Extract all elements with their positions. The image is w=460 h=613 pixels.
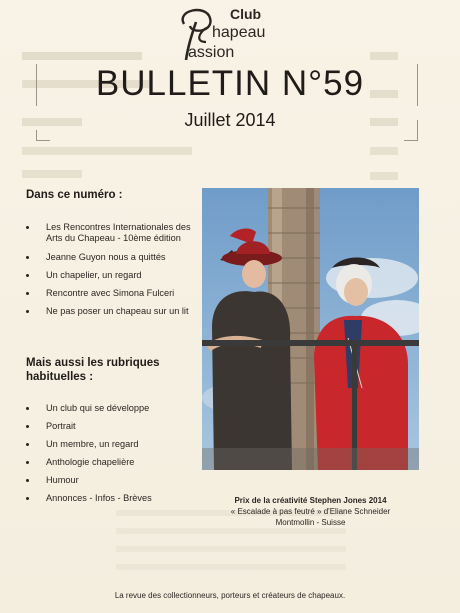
bullet-icon [26,292,29,295]
logo-passion-text: assion [188,44,235,61]
bullet-icon [26,479,29,482]
logo-chapeau-text: hapeau [212,24,266,41]
list-item: Un chapelier, un regard [26,270,196,282]
bleed-through-line [22,52,142,60]
bulletin-title: BULLETIN N°59 [95,64,365,103]
list-item: Anthologie chapelière [26,457,196,469]
list-item: Rencontre avec Simona Fulceri [26,288,196,300]
list-item: Humour [26,475,196,487]
bleed-through-line [116,564,346,570]
bullet-icon [26,407,29,410]
bullet-icon [26,256,29,259]
bullet-icon [26,226,29,229]
bleed-through-line [22,170,82,178]
list-item: Jeanne Guyon nous a quittés [26,252,196,264]
section-heading-contents: Dans ce numéro : [26,189,123,201]
cover-photo-illustration [202,188,419,470]
bullet-icon [26,274,29,277]
list-item: Un membre, un regard [26,439,196,451]
bleed-through-line [370,172,398,180]
bleed-through-line [116,528,346,534]
photo-caption-location: Montmollin - Suisse [275,518,346,527]
photo-caption-title: Prix de la créativité Stephen Jones 2014 [234,496,387,505]
bullet-icon [26,497,29,500]
bleed-through-line [22,147,192,155]
crop-mark [404,140,418,141]
bullet-icon [26,310,29,313]
crop-mark [36,140,50,141]
bleed-through-line [370,147,398,155]
list-item: Ne pas poser un chapeau sur un lit [26,306,196,318]
issue-date: Juillet 2014 [184,110,276,130]
list-item: Un club qui se développe [26,403,196,415]
bullet-icon [26,425,29,428]
section-heading-regular-columns: Mais aussi les rubriques habituelles : [26,357,160,383]
list-item: Annonces - Infos - Brèves [26,493,196,505]
bleed-through-line [116,546,346,552]
bullet-icon [26,461,29,464]
logo-club-text: Club [230,6,262,22]
bullet-icon [26,443,29,446]
bleed-through-line [370,52,398,60]
cover-footer-tagline: La revue des collectionneurs, porteurs et créateurs de chapeaux. [114,591,346,600]
list-item: Portrait [26,421,196,433]
crop-mark [36,130,37,140]
cover-photo [202,188,419,470]
photo-caption-subtitle: « Escalade à pas feutré » d'Eliane Schneider [230,507,391,516]
list-item: Les Rencontres Internationales des Arts du Chapeau - 10ème édition [26,222,196,246]
